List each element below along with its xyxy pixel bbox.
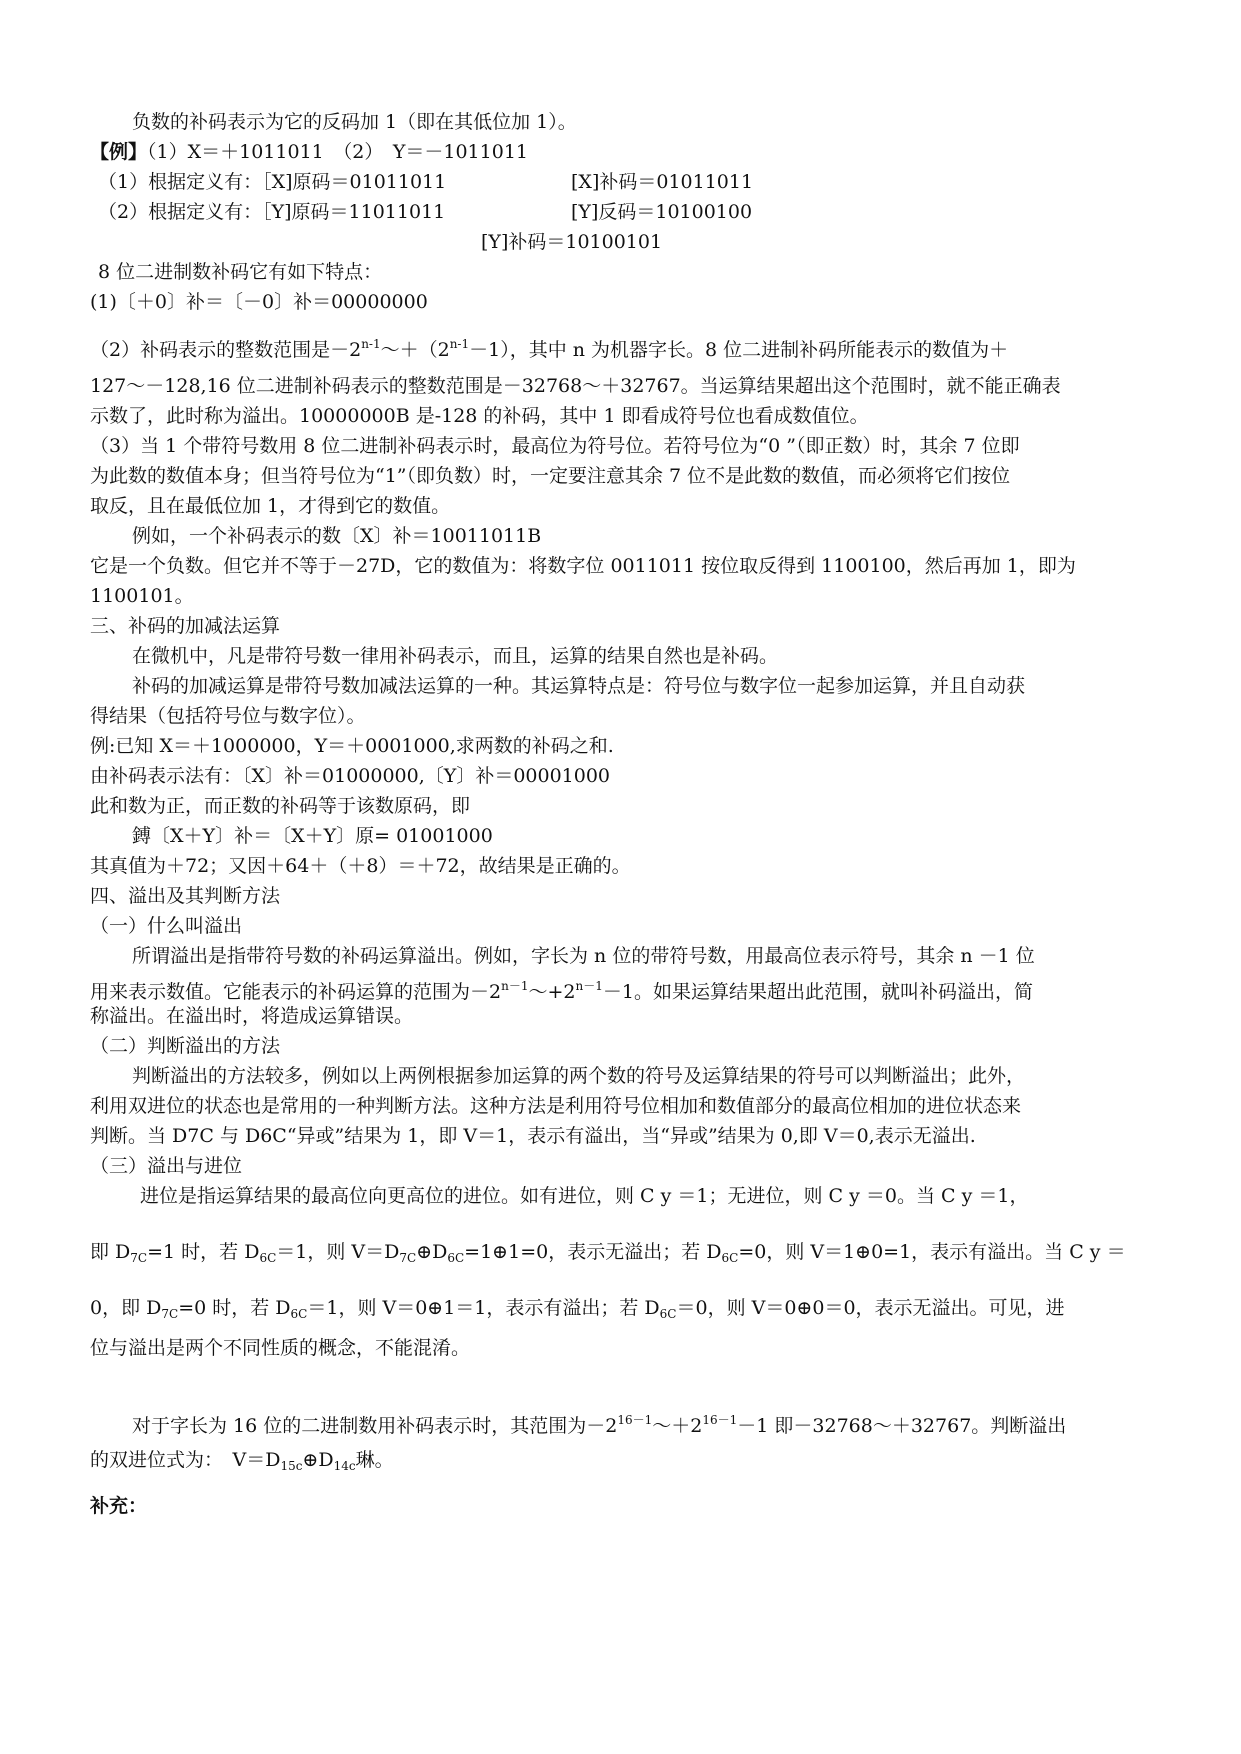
- section-4-title: 四、溢出及其判断方法: [90, 885, 281, 907]
- section-3-example-5: 其真值为＋72；又因＋64＋（＋8）＝＋72，故结果是正确的。: [90, 855, 631, 877]
- section-3-paragraph-2-line-2: 得结果（包括符号位与数字位）。: [90, 705, 366, 727]
- example-values: （1）X＝＋1011011 （2） Y＝－1011011: [147, 141, 528, 163]
- definition-2-complement: [Y]补码＝10100101: [481, 231, 663, 253]
- feature-1: (1)〔＋0〕补＝〔－0〕补＝00000000: [90, 291, 428, 313]
- feature-3-line-1: （3）当 1 个带符号数用 8 位二进制补码表示时，最高位为符号位。若符号位为“0 ”（即正数）时，其余 7 位即: [90, 435, 1020, 457]
- definition-1-original: （1）根据定义有：［X]原码＝01011011: [98, 171, 447, 193]
- section-4-1-line-3: 称溢出。在溢出时，将造成运算错误。: [90, 1005, 414, 1027]
- word-16-line-1: 对于字长为 16 位的二进制数用补码表示时，其范围为$-2^{16-1}\sim+2^{16-1}-1$ 即－32768～＋32767。判断溢出: [132, 1413, 1067, 1437]
- section-3-example-3: 此和数为正，而正数的补码等于该数原码，即: [90, 795, 471, 817]
- features-title: 8 位二进制数补码它有如下特点：: [98, 261, 383, 283]
- section-4-2-line-2: 利用双进位的状态也是常用的一种判断方法。这种方法是利用符号位相加和数值部分的最高位相加的进位状态来: [90, 1095, 1022, 1117]
- section-4-3-line-3: 0，即 $D_{7C}=0$ 时，若 $D_{6C}=1$，则 V＝0⊕1＝1，表示有溢出；若 $D_{6C}=0$，则 V＝0⊕0＝0，表示无溢出。可见，进: [90, 1297, 1065, 1321]
- supplement-heading: 补充：: [90, 1495, 148, 1517]
- feature-3-line-3: 取反，且在最低位加 1，才得到它的数值。: [90, 495, 451, 517]
- example-label: 【例】: [90, 141, 148, 163]
- section-4-3-title: （三）溢出与进位: [90, 1155, 243, 1177]
- word-16-line-2: 的双进位式为： $V=D_{15c}\oplus D_{14c}$琳。: [90, 1449, 394, 1473]
- section-3-title: 三、补码的加减法运算: [90, 615, 281, 637]
- section-4-3-line-4: 位与溢出是两个不同性质的概念，不能混淆。: [90, 1337, 471, 1359]
- section-3-paragraph-1: 在微机中，凡是带符号数一律用补码表示，而且，运算的结果自然也是补码。: [132, 645, 779, 667]
- section-4-3-line-1: 进位是指运算结果的最高位向更高位的进位。如有进位，则 C y ＝1；无进位，则 C y ＝0。当 C y ＝1，: [140, 1185, 1029, 1207]
- section-3-example-4: 鎛〔X＋Y〕补＝〔X＋Y〕原= 01001000: [132, 825, 493, 847]
- example-2-line-1: 例如，一个补码表示的数〔X〕补＝10011011B: [132, 525, 542, 547]
- definition-2-original: （2）根据定义有：［Y]原码＝11011011: [98, 201, 446, 223]
- example-2-line-2: 它是一个负数。但它并不等于－27D，它的数值为：将数字位 0011011 按位取反得到 1100100，然后再加 1，即为: [90, 555, 1076, 577]
- example-2-line-3: 1100101。: [90, 585, 194, 607]
- feature-2-line-2: 127～－128,16 位二进制补码表示的整数范围是－32768～＋32767。当运算结果超出这个范围时，就不能正确表: [90, 375, 1061, 397]
- section-4-2-line-3: 判断。当 D7C 与 D6C“异或”结果为 1，即 V＝1，表示有溢出，当“异或”结果为 0,即 V＝0,表示无溢出.: [90, 1125, 976, 1147]
- section-4-1-line-1: 所谓溢出是指带符号数的补码运算溢出。例如，字长为 n 位的带符号数，用最高位表示符号，其余 n －1 位: [132, 945, 1035, 967]
- section-4-3-line-2: 即 $D_{7C}=1$ 时，若 $D_{6C}=1$，则 $V=D_{7C}\oplus D_{6C}=1\oplus 1=0$，表示无溢出；若 $D_{6C}=0$，则 V＝1⊕0=1，表示有溢出。当 C y ＝: [90, 1241, 1126, 1265]
- definition-1-complement: [X]补码＝01011011: [571, 171, 754, 193]
- feature-2-line-3: 示数了，此时称为溢出。10000000B 是-128 的补码，其中 1 即看成符号位也看成数值位。: [90, 405, 869, 427]
- section-4-1-title: （一）什么叫溢出: [90, 915, 243, 937]
- feature-3-line-2: 为此数的数值本身；但当符号位为“1”（即负数）时，一定要注意其余 7 位不是此数的数值，而必须将它们按位: [90, 465, 1011, 487]
- section-4-2-title: （二）判断溢出的方法: [90, 1035, 281, 1057]
- section-4-1-line-2: 用来表示数值。它能表示的补码运算的范围为$-2^{n-1}\sim+2^{n-1}-1$。如果运算结果超出此范围，就叫补码溢出，简: [90, 979, 1033, 1003]
- section-3-example-2: 由补码表示法有：〔X〕补＝01000000,〔Y〕补＝00001000: [90, 765, 611, 787]
- example-line: [90, 140, 528, 164]
- section-4-2-line-1: 判断溢出的方法较多，例如以上两例根据参加运算的两个数的符号及运算结果的符号可以判断溢出；此外，: [132, 1065, 1026, 1087]
- definition-2-inverse: [Y]反码＝10100100: [571, 201, 753, 223]
- paragraph-complement-rule: 负数的补码表示为它的反码加 1（即在其低位加 1）。: [132, 111, 577, 133]
- section-3-paragraph-2-line-1: 补码的加减运算是带符号数加减法运算的一种。其运算特点是：符号位与数字位一起参加运算，并且自动获: [132, 675, 1026, 697]
- feature-2-line-1: （2）补码表示的整数范围是$-2^{n-1}\sim+(2^{n-1}-1)$，其中 n 为机器字长。8 位二进制补码所能表示的数值为＋: [90, 337, 1009, 361]
- section-3-example-1: 例:已知 X＝＋1000000，Y＝＋0001000,求两数的补码之和.: [90, 735, 614, 757]
